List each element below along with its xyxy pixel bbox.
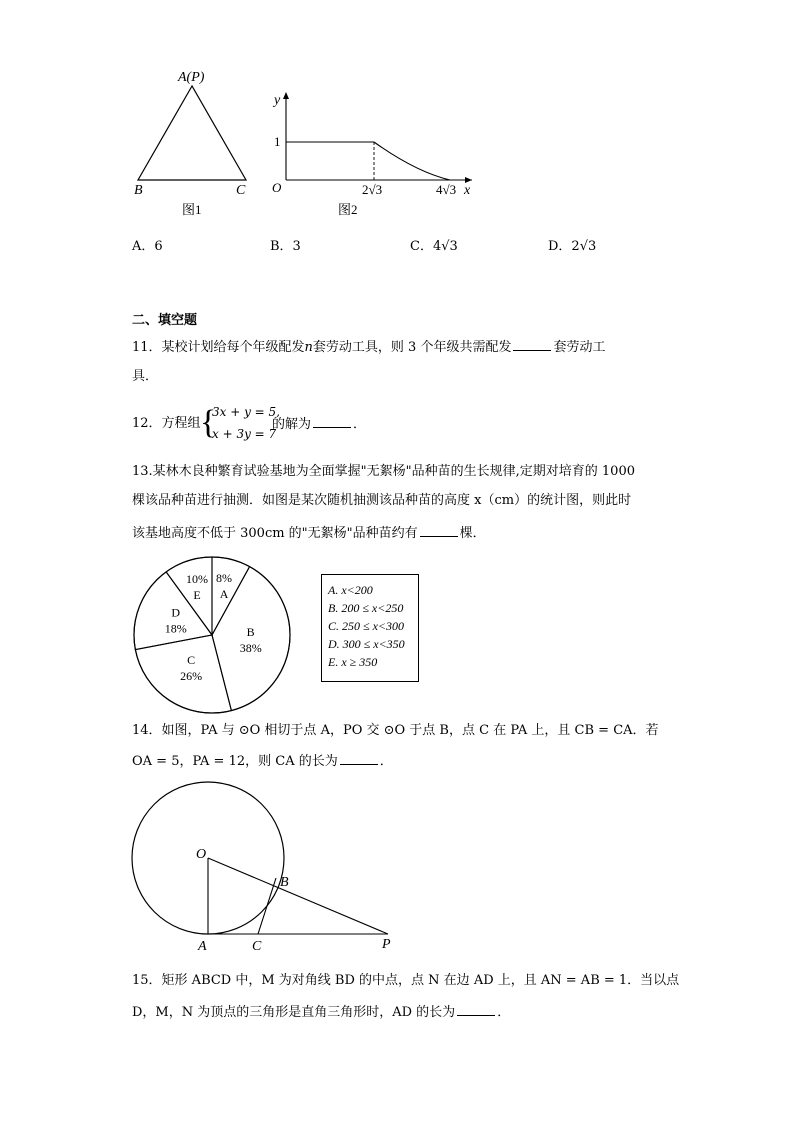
q12-eq2: x + 3y = 7 <box>212 427 277 441</box>
option-c: C．4√3 <box>410 239 458 254</box>
label-c: C <box>236 183 246 198</box>
tick-4sqrt3: 4√3 <box>436 182 457 197</box>
point-c: C <box>252 939 262 954</box>
section-title: 二、填空题 <box>132 313 198 328</box>
pie-pct-e: 10% <box>186 572 209 587</box>
figure-1-triangle <box>128 66 258 220</box>
legend-item: A. x<200 <box>328 583 373 597</box>
origin-o: O <box>272 180 282 195</box>
caption-fig2: 图2 <box>338 202 358 217</box>
q13-line3: 该基地高度不低于 300cm 的"无絮杨"品种苗约有 棵． <box>132 526 486 541</box>
axis-y-label: y <box>274 93 281 108</box>
legend-item: D. 300 ≤ x<350 <box>328 637 405 651</box>
pie-pct-a: 8% <box>216 571 233 586</box>
pie-label-b: B <box>246 624 255 639</box>
point-o: O <box>196 847 207 862</box>
legend-item: B. 200 ≤ x<250 <box>328 601 404 615</box>
q13-line2: 棵该品种苗进行抽测．如图是某次随机抽测该品种苗的高度 x（cm）的统计图，则此时 <box>132 493 632 508</box>
legend-item: C. 250 ≤ x<300 <box>328 619 405 633</box>
pie-legend <box>321 574 419 682</box>
q13-line1: 13.某林木良种繁育试验基地为全面掌握"无絮杨"品种苗的生长规律,定期对培育的 1000 <box>132 464 635 479</box>
option-d: D．2√3 <box>548 239 597 254</box>
point-a: A <box>198 939 207 954</box>
label-b: B <box>134 183 143 198</box>
figure-14-circle-tangent <box>126 768 406 958</box>
point-p: P <box>382 937 391 952</box>
pie-label-a: A <box>219 587 229 602</box>
q15-blank <box>457 1003 495 1016</box>
q14-line1: 14．如图，PA 与 ⊙O 相切于点 A，PO 交 ⊙O 于点 B，点 C 在 PA 上，且 CB = CA．若 <box>132 723 659 738</box>
pie-chart <box>130 553 294 717</box>
figure-2-graph <box>266 86 480 220</box>
q13-blank <box>420 524 458 537</box>
option-a: A．6 <box>132 239 163 254</box>
pie-pct-c: 26% <box>180 668 203 683</box>
q11-line1: 11．某校计划给每个年级配发n套劳动工具，则 3 个年级共需配发 套劳动工 <box>132 340 606 355</box>
pie-label-d: D <box>171 605 181 620</box>
q14-blank <box>340 752 378 765</box>
axis-x-label: x <box>464 183 471 198</box>
point-b: B <box>280 875 289 890</box>
q12-eq1: 3x + y = 5, <box>212 405 280 419</box>
label-a-p: A(P) <box>178 70 205 85</box>
q12-brace: { <box>200 404 217 441</box>
q14-line2: OA = 5，PA = 12，则 CA 的长为 ． <box>132 754 393 769</box>
q11-blank <box>513 338 551 351</box>
q15-line2: D，M，N 为顶点的三角形是直角三角形时，AD 的长为 ． <box>132 1005 511 1020</box>
option-b: B．3 <box>270 239 301 254</box>
pie-slice-a <box>212 557 250 635</box>
tick-2sqrt3: 2√3 <box>362 182 383 197</box>
q12-tail: 的解为 ． <box>272 417 367 432</box>
q12-label: 12．方程组 <box>132 416 201 431</box>
tick-1: 1 <box>274 134 281 149</box>
q12-blank <box>313 415 351 428</box>
pie-pct-b: 38% <box>239 640 262 655</box>
legend-item: E. x ≥ 350 <box>328 655 378 669</box>
q11-line2: 具． <box>132 369 159 384</box>
q15-line1: 15．矩形 ABCD 中，M 为对角线 BD 的中点，点 N 在边 AD 上，且 AN = AB = 1．当以点 <box>132 973 680 988</box>
pie-label-c: C <box>187 652 196 667</box>
pie-pct-d: 18% <box>164 621 187 636</box>
caption-fig1: 图1 <box>182 202 202 217</box>
pie-label-e: E <box>193 588 201 603</box>
